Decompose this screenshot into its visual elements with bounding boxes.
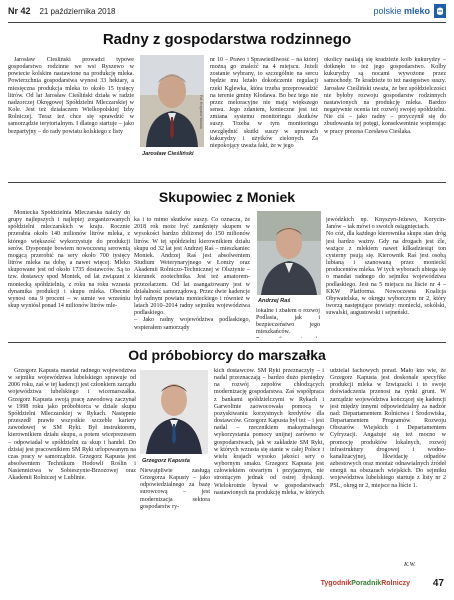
- article2-title: Skupowiec z Moniek: [158, 189, 296, 205]
- article3-col2: Niewątpliwie zasługą Grzegorza Kapusty – jako odpowiedzialnego za bazę surowcową – jest modernizacja sektora gospodarstw ry-: [140, 468, 210, 510]
- footer-brand-rolniczy: Rolniczy: [381, 580, 410, 587]
- article1-col3: okolicy nasilają się kradzieże kolb kukurydzy – dotknęło to też jego gospodarstwo. Kolby kukurydzy są nocami wywożone przez samochody. Te kradzieże to też następstwo suszy. Jarosław Cieśliński uważa, że bez spółdzielczości nie byłoby rozwoju gospodarstw rodzinnych nastawionych na produkcję mleka. Bardzo negatywnie ocenia też rozwój swojej spółdzielni. Nie ciś – jako radny – przyczynił się do zbudowania tej potęgi, konsekwentnie wspierając w pracy prezesa Czesława Cieślaka.: [324, 57, 446, 135]
- issue-date: 21 października 2018: [39, 7, 116, 16]
- article1-caption: Jarosław Cieśliński: [142, 151, 194, 157]
- portrait-image: [140, 55, 204, 147]
- brand-word-polskie: polskie: [373, 6, 402, 16]
- article1-col2: nr 10 – Prawo i Sprawiedliwość – na której możną go znaleźć na 4 miejscu. Jeżeli zostanie wybrany, to szczególnie na sercu będzie mu leżało dokończenie regulacji rzeki Kglewka, która trzeba przeprowadzić na terenie gminy Kłodawa. Bo bez tego nie przez meloracyjne nie mają większego sensu. Jego zdaniem, konieczne jest też zmiana systemu monitoringu skutków suszy. Trzeba w tym monitoringu uwzględnić skutki suszy w uprawach kukurydzy i użytków zielonych. Za niepokojący uważa fakt, że w jego: [210, 57, 318, 149]
- article1-col1: Jarosław Cieśliński prowadzi typowe gospodarstwo rodzinne we wsi Ryszewo w powiecie kolskim nastawione na produkcję mleka. Powierzchnia gospodarstwa wynosi 33 hektary, a miesięczna produkcja mleka to około 15 tysięcy litrów. Od lat Jarosław Cieśliński działa w radzie nadzorczej Okręgowej Spółdzielni Mleczarskiej w Kole. Jest też działaczem Wielkopolskiej Izby Rolniczej. Teraz też chce się sprawdzić w samorządzie terytorialnym. I dlatego startuje – jako bezpartyjny – do rady powiatu kolskiego z listy: [8, 57, 134, 135]
- article-divider-2: [8, 342, 446, 343]
- author-signature: K.W.: [404, 561, 416, 568]
- header-rule: [8, 22, 446, 23]
- article3-title: Od próbobiorcy do marszałka: [128, 347, 326, 363]
- article2-col3: lokalne i zbałem o rozwój Podlasia, jak i bezpieczeństwo jego mieszkańców.: [256, 308, 320, 336]
- article2-photo: [257, 211, 321, 295]
- article2-col4: jewódzkich np. Knyszyn-Jeżewo, Korycin-Janów – tak mówi o swoich osiągnięciach. No cóż, dla każdego kierownika skupu stan dróg jest bardzo ważny. Gdy na drogach jest źle, ważące z mlekiem nawet kilkadziesiąt ton cysterny psują się. Kierownik Raś jest osobą lubianą i szanowaną przez moniecki producentów mleka. W tych wyborach ubiega się o mandat radnego do sejmiku województwa podlaskiego. Jest na 5 miejscu na liście nr 4 – KKW Platforma. Nowoczesna Koalicja Obywatelska, w okręgu wyborczym nr 2, który tworzą następujące powiaty: moniecki, sokólski, suwalski, augustowski i sejneński.: [326, 217, 446, 317]
- brand-word-mleko: mleko: [403, 6, 430, 16]
- brand-logo: [373, 2, 446, 20]
- portrait-image: [257, 211, 321, 295]
- article1-photo: [140, 55, 204, 147]
- footer-brand-poradnik: Poradnik: [351, 580, 382, 587]
- article1-title: Radny z gospodarstwa rodzinnego: [102, 31, 352, 48]
- article3-col4: udzielał fachowych porad. Mało kto wie, że Grzegorz Kapusta jest doskonale specyfike produkcji mleka w Izwiązacki i to swoje doświadczenia przenosi na rynki grunt. W zarządzie województwa kończącej się kadencji jest między innymi odpowiedzialny za nadzór nad: Departamentem Rolnictwa i Środowiska, Departamentem Programów Rozwoju Obszarów Wiejskich i Departamentem Cyfryzacji. Angażuje się też mocno w promocję produktów lokalnych, rozwój infrastruktury drogowej i wodno-kanalizacyjnej, likwidację odpadów azbestowych oraz montaż odnawialnych źródeł energii na obszarach wiejskich. Do sejmiku województwa lubelskiego startuje z listy nr 2 PSL, okręg nr 2, miejsce na liście 1.: [330, 368, 446, 489]
- article3-col1: Grzegorz Kapusta mandat radnego województwa w sejmiku województwa lubelskiego sprawuje od 2006 roku, zaś w tej kadencji jest członkiem zarządu województwa lubelskiego i wicemarszałka. Grzegorz Kapusta swoją pracę zawodową zaczynał w 1998 roku jako próbobiorca w dziale skupu Spółdzielni Mleczarskiej w Rykach. Następnie przeszedł prawie wszystkie szczeble kariery zawodowej w SM Ryki. Był instruktorem, kierownikiem działu skupu, a potem wiceprezesem – odpowiadał w spółdzielni za skup i handel. Do dzisiaj jest pracownikiem SM Ryki urlopowanym na czas pracy w samorządzie. Grzegorz Kapusta jest absolwentem Technikum Hodowli Roślin i Nasiennictwa w Sobieszynie-Brzozowej oraz Akademii Rolniczej w Lublinie.: [8, 368, 136, 482]
- article2-caption: Andrzej Raś: [258, 298, 291, 304]
- article3-col3: kich dostawców. SM Ryki przeznaczyły – i nadal przeznaczają – bardzo dużo pieniędzy na rozwój zepołów chłodzących modernizację gospodarstwa. Zaś współpraca z bankami spółdzielczymi w Rykach i Garwolinie zaowocowała pomocą w pozyskiwaniu korzystnych kredytów dla dostawców. Grzegorz Kapusta był też – i jest nadal – rzecznikiem maksymalnego wykorzystania pomocy unijnej zarówno w gospodarstwach, jak w zakładzie SM Ryki, w których wzrasta się stanie w całej Polsce i wielu krajach wysoko jakości sery o wybornym smaku. Grzegorz Kapusta jest człowiekiem otwartym i przyjaznym, nie stroniącym jednak od ostrej dyskusji. Wielokrotnie bywał w gospodarstwach nastawionych na produkcję mleka, w których: [214, 368, 324, 496]
- footer-brand-tygodnik: Tygodnik: [320, 580, 352, 587]
- issue-info: [8, 6, 116, 16]
- photo-credit: Fot. Krzysztof Wasiak: [199, 95, 203, 129]
- issue-number: Nr 42: [8, 6, 31, 16]
- article3-caption: Grzegorz Kapusta: [142, 458, 190, 464]
- article2-col2: ka i to mimo skutków suszy. Co oznacza, że 2018 rok może być zamknięty skupem w wysokości bardzo zbliżonej do 150 milionów litrów. W tej spółdzielni kierownikiem działu skupu od 32 lat jest Andrzej Raś – mieszkaniec Moniek. Andrzej Raś jest absolwentem Studium Weterynaryjnego w Łomży oraz Akademii Rolniczo-Technicznej w Olsztynie – kierunek zootechnika. Jest też amatorem-przezelarzem. Od lat zaangażowany jest w działalność samorządową. Przez dwie kadencje był radnym powiatu monieckiego i również w latach 2010–2014 radny sejmiku województwa podlaskiego. – Jako radny województwa podlaskiego, wspierałem samorządy: [134, 217, 250, 331]
- article2-col1: Moniecka Spółdzielnia Mleczarska należy do grupy najlepszych i najlepiej zorganizowanych spółdzielni mleczarskich w kraju. Rocznie przerabia około 140 milionów litrów mleka, z którego większość wykorzystuje do produkcji serów. Dysponuje bowiem nowoczesną serownią mogącą przerobić na sery około 700 tysięcy litrów mleka na dobę, a nawet więcej. Mleko skupowane jest od około 1735 dostawców. Są to tzw. dostawcy spod Moniek, od lat związani z moniecką spółdzielnią, z roku na roku wzrasta dynamika produkcji i skupu mleka. Obecnie wynosi ona 9 procent – w sumie we wrześniu skup wyniósł ponad 14 milionów litrów mle-: [8, 210, 130, 310]
- portrait-image: [140, 370, 208, 454]
- page-number: 47: [432, 578, 444, 589]
- article-divider-1: [8, 182, 446, 183]
- page-header: [0, 0, 454, 22]
- footer-brand: [321, 580, 410, 587]
- cow-logo-icon: [434, 4, 446, 18]
- article3-photo: [140, 370, 208, 454]
